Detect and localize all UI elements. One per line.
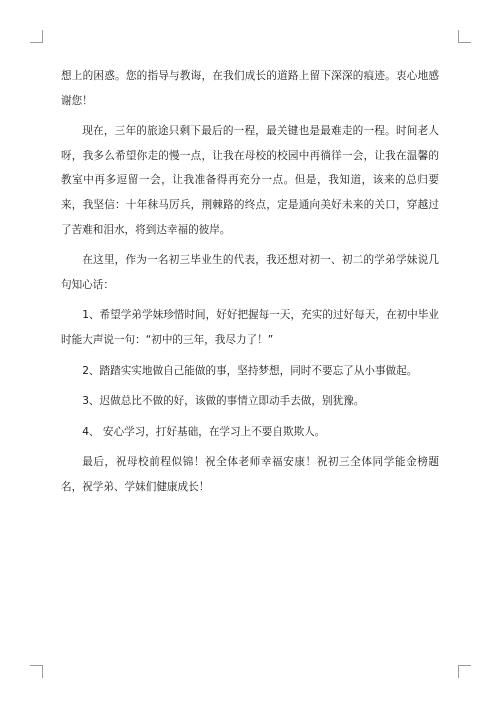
crop-mark-top-right: [458, 30, 471, 43]
list-item-4: 4、 安心学习，打好基础，在学习上不要自欺欺人。: [82, 425, 326, 438]
paragraph-continuation: 想上的困惑。您的指导与教诲，在我们成长的道路上留下深深的痕迹。衷心地感谢您！: [61, 70, 439, 107]
paragraph-address-juniors: 在这里，作为一名初三毕业生的代表，我还想对初一、初二的学弟学妹说几句知心话：: [61, 254, 439, 291]
paragraph-closing: 最后，祝母校前程似锦！祝全体老师幸福安康！祝初三全体同学能金榜题名，祝学弟、学妹们健康成长！: [61, 456, 439, 493]
crop-mark-bottom-left: [30, 665, 43, 678]
list-item-1: 1、希望学弟学妹珍惜时间，好好把握每一天，充实的过好每天，在初中毕业时能大声说一句：“初中的三年，我尽力了！”: [61, 309, 439, 346]
document-body: [61, 64, 439, 500]
list-item-3: 3、迟做总比不做的好，该做的事情立即动手去做，别犹豫。: [82, 395, 365, 408]
crop-mark-top-left: [30, 30, 43, 43]
crop-mark-bottom-right: [458, 665, 471, 678]
list-item-2: 2、踏踏实实地做自己能做的事，坚持梦想，同时不要忘了从小事做起。: [82, 364, 418, 377]
paragraph-journey: 现在，三年的旅途只剩下最后的一程，最关键也是最难走的一程。时间老人呀，我多么希望你走的慢一点，让我在母校的校园中再徜徉一会，让我在温馨的教室中再多逗留一会，让我准备得再充分一点。但是，我知道，该来的总归要来，我坚信：十年秣马厉兵，荆棘路的终点，定是通向美好未来的关口，穿越过了苦难和泪水，将到达幸福的彼岸。: [61, 125, 439, 236]
